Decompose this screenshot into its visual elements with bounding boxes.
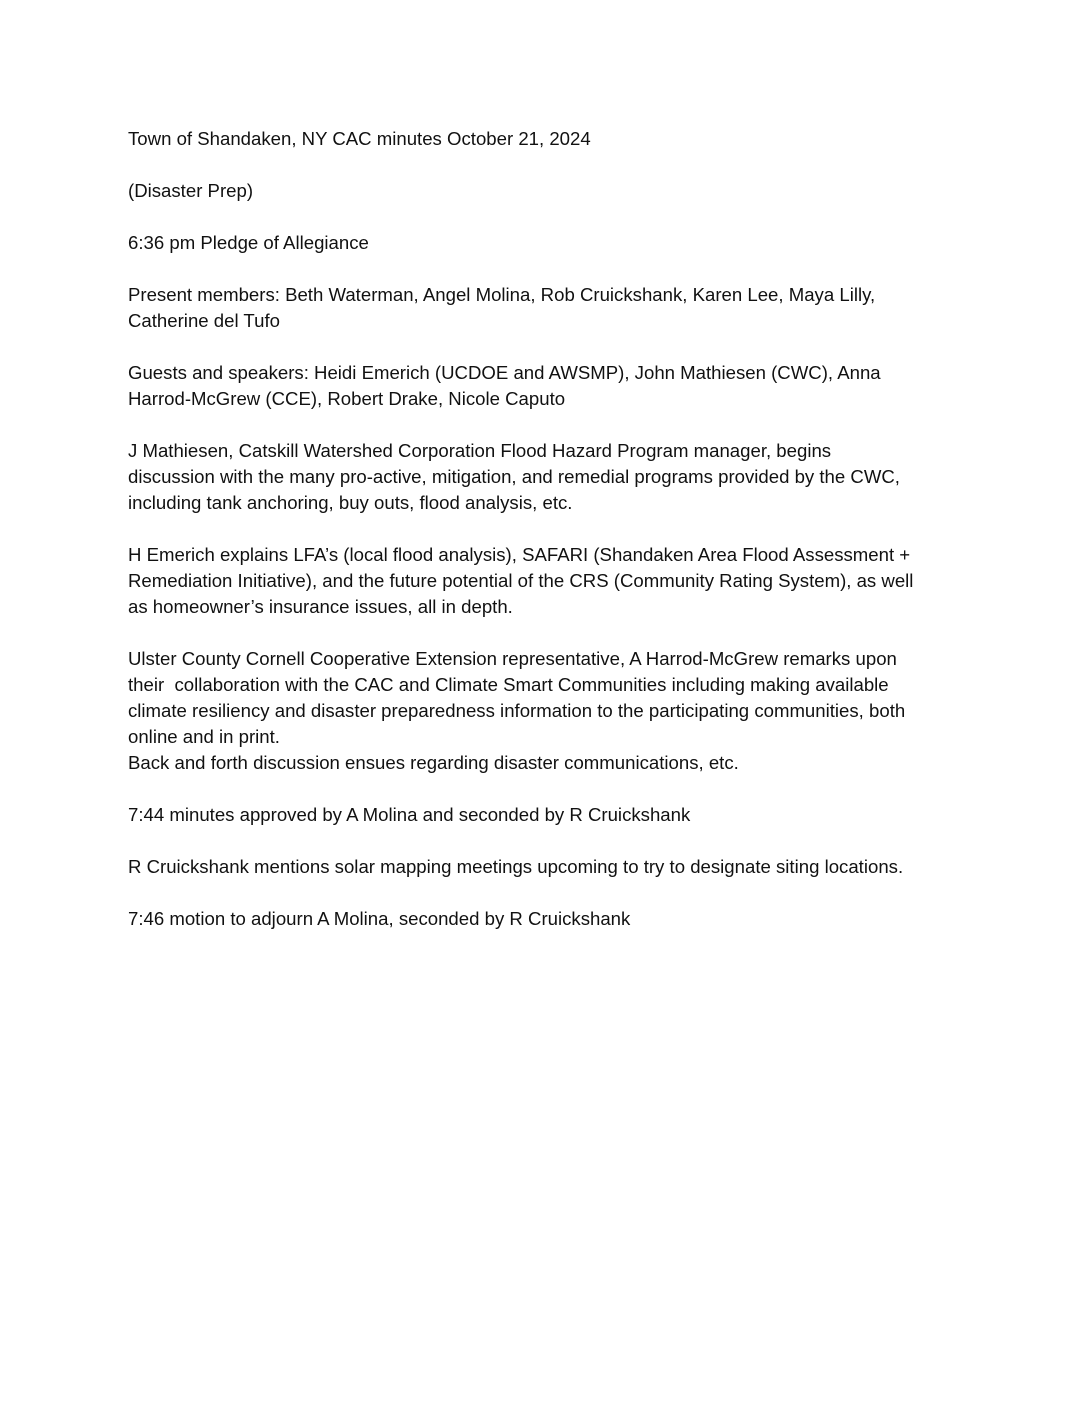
guests-paragraph bbox=[128, 360, 968, 412]
emerich-paragraph bbox=[128, 542, 968, 620]
cce-line: Ulster County Cornell Cooperative Extension representative, A Harrod-McGrew remarks upon bbox=[128, 648, 897, 669]
emerich-line: H Emerich explains LFA’s (local flood analysis), SAFARI (Shandaken Area Flood Assessment + bbox=[128, 544, 911, 565]
cce-line: their collaboration with the CAC and Climate Smart Communities including making available bbox=[128, 674, 889, 695]
subtitle-line: (Disaster Prep) bbox=[128, 180, 254, 201]
pledge-entry bbox=[128, 230, 968, 256]
adjourn-line: 7:46 motion to adjourn A Molina, seconded by R Cruickshank bbox=[128, 908, 631, 929]
mathiesen-line: J Mathiesen, Catskill Watershed Corporation Flood Hazard Program manager, begins bbox=[128, 440, 832, 461]
present-members-line: Catherine del Tufo bbox=[128, 310, 280, 331]
title-line: Town of Shandaken, NY CAC minutes October 21, 2024 bbox=[128, 128, 591, 149]
guests-line: Guests and speakers: Heidi Emerich (UCDOE and AWSMP), John Mathiesen (CWC), Anna bbox=[128, 362, 881, 383]
discussion-line: Back and forth discussion ensues regarding disaster communications, etc. bbox=[128, 752, 739, 773]
present-members-paragraph bbox=[128, 282, 968, 334]
cce-line: climate resiliency and disaster preparedness information to the participating communities, both bbox=[128, 700, 906, 721]
mathiesen-line: discussion with the many pro-active, mitigation, and remedial programs provided by the CWC, bbox=[128, 466, 900, 487]
minutes-body bbox=[128, 126, 968, 932]
emerich-line: as homeowner’s insurance issues, all in depth. bbox=[128, 596, 513, 617]
document-title bbox=[128, 126, 968, 152]
mathiesen-paragraph bbox=[128, 438, 968, 516]
present-members-line: Present members: Beth Waterman, Angel Molina, Rob Cruickshank, Karen Lee, Maya Lilly, bbox=[128, 284, 876, 305]
solar-mapping-line: R Cruickshank mentions solar mapping meetings upcoming to try to designate siting locations. bbox=[128, 856, 904, 877]
emerich-line: Remediation Initiative), and the future potential of the CRS (Community Rating System), as well bbox=[128, 570, 914, 591]
mathiesen-line: including tank anchoring, buy outs, flood analysis, etc. bbox=[128, 492, 573, 513]
cce-line: online and in print. bbox=[128, 726, 280, 747]
minutes-approved-entry bbox=[128, 802, 968, 828]
guests-line: Harrod-McGrew (CCE), Robert Drake, Nicole Caputo bbox=[128, 388, 566, 409]
cce-paragraph bbox=[128, 646, 968, 776]
adjourn-entry bbox=[128, 906, 968, 932]
document-subtitle bbox=[128, 178, 968, 204]
minutes-approved-line: 7:44 minutes approved by A Molina and seconded by R Cruickshank bbox=[128, 804, 691, 825]
solar-mapping-entry bbox=[128, 854, 968, 880]
pledge-line: 6:36 pm Pledge of Allegiance bbox=[128, 232, 369, 253]
